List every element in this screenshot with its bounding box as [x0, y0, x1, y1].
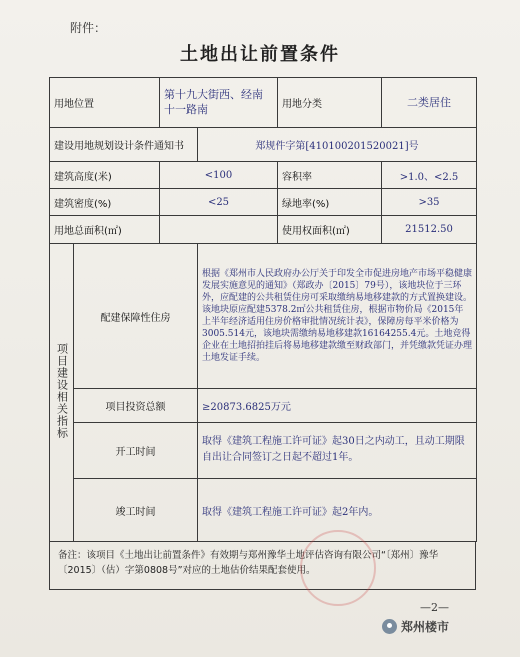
- investment-label: 项目投资总额: [74, 389, 198, 422]
- location-value: 第十九大街西、经南十一路南: [160, 78, 278, 128]
- location-label: 用地位置: [50, 78, 160, 128]
- wechat-icon: [382, 619, 397, 634]
- remark-note: 备注：该项目《土地出让前置条件》有效期与郑州豫华土地评估咨询有限公司“〔郑州〕豫华〔2015〕（估）字第0808号”对应的土地估价结果配套使用。: [49, 542, 476, 590]
- use-area-value: 21512.50: [382, 216, 477, 243]
- brand-watermark: [382, 618, 449, 635]
- page-title: 土地出让前置条件: [180, 44, 340, 65]
- brand-name: 郑州楼市: [401, 620, 450, 634]
- indicators-section-cell: [50, 243, 74, 541]
- indicators-section-label: 项目建设相关指标: [55, 342, 69, 439]
- density-label: 建筑密度(%): [50, 189, 160, 216]
- planning-value: 郑规件字第[410100201520021]号: [198, 127, 477, 161]
- planning-label: 建设用地规划设计条件通知书: [50, 127, 198, 161]
- far-value: >1.0、<2.5: [382, 161, 477, 188]
- attachment-label: 附件：: [70, 21, 107, 35]
- start-value: 取得《建筑工程施工许可证》起30日之内动工，且动工期限自出让合同签订之日起不超过1年。: [198, 422, 477, 479]
- far-label: 容积率: [278, 161, 382, 188]
- total-area-value: [160, 216, 278, 243]
- use-area-label: 使用权面积(㎡): [278, 216, 382, 243]
- start-label: 开工时间: [74, 422, 198, 479]
- housing-text: 根据《郑州市人民政府办公厅关于印发全市促进房地产市场平稳健康发展实施意见的通知》（郑政办〔2015〕79号），该地块位于三环外，应配建的公共租赁住房可采取缴纳易地移建款的方式置换建设。该地块原应配建5378.2㎡公共租赁住房，根据市物价局《2015年上半年经济适用住房价格审批情况统计表》，保障房每平米价格为3005.514元，该地块需缴纳易地移建款16164255.4元。土地竞得企业在土地招拍挂后将易地移建款缴至财政部门，并凭缴款凭证办理土地发证手续。: [198, 243, 477, 389]
- complete-value: 取得《建筑工程施工许可证》起2年内。: [198, 479, 477, 542]
- height-value: <100: [160, 161, 278, 188]
- page-number: —2—: [420, 601, 449, 614]
- investment-value: ≥20873.6825万元: [198, 389, 477, 422]
- total-area-label: 用地总面积(㎡): [50, 216, 160, 243]
- category-value: 二类居住: [382, 78, 477, 128]
- green-label: 绿地率(%): [278, 189, 382, 216]
- height-label: 建筑高度(米): [50, 161, 160, 188]
- complete-label: 竣工时间: [74, 479, 198, 542]
- category-label: 用地分类: [278, 78, 382, 128]
- conditions-table: [49, 77, 477, 542]
- density-value: <25: [160, 189, 278, 216]
- green-value: >35: [382, 189, 477, 216]
- housing-label: 配建保障性住房: [74, 243, 198, 389]
